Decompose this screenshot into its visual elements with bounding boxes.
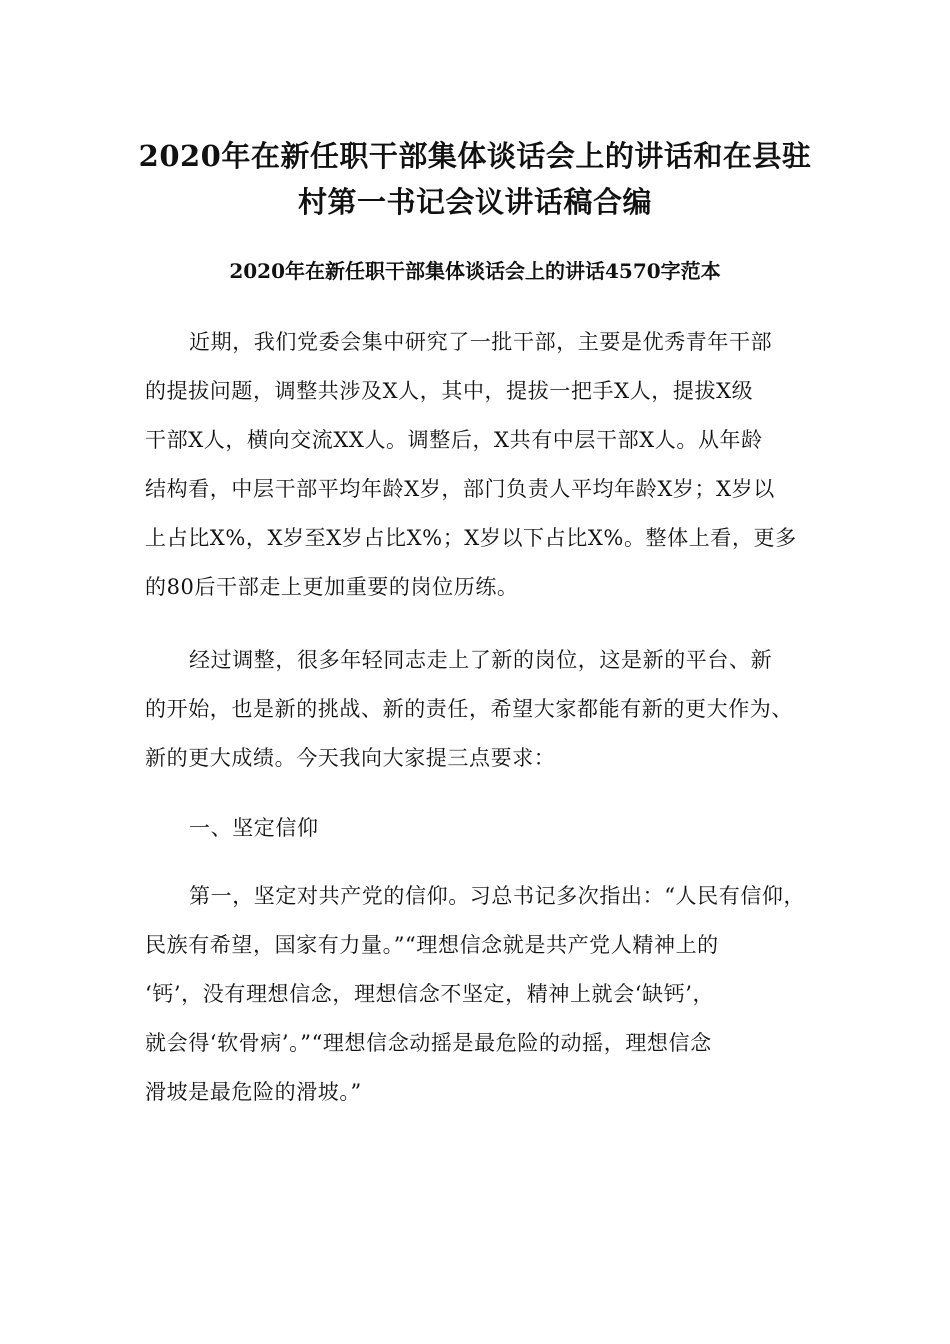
paragraph-line: 近期，我们党委会集中研究了一批干部，主要是优秀青年干部 [189, 330, 773, 354]
document-title-line-2: 村第一书记会议讲话稿合编 [297, 185, 652, 219]
document-subtitle: 2020年在新任职干部集体谈话会上的讲话4570字范本 [229, 259, 721, 283]
section-heading [145, 804, 825, 853]
paragraph-line: 第一，坚定对共产党的信仰。习总书记多次指出：“人民有信仰， [189, 884, 806, 908]
paragraph-line: 的提拔问题，调整共涉及X人，其中，提拔一把手X人，提拔X级 [145, 379, 754, 403]
paragraph-line: 滑坡是最危险的滑坡。” [145, 1080, 362, 1104]
paragraph-line: 干部X人，横向交流XX人。调整后，X共有中层干部X人。从年龄 [145, 428, 763, 452]
document-title-line-1: 2020年在新任职干部集体谈话会上的讲话和在县驻 [138, 139, 812, 173]
paragraph-1 [145, 318, 825, 612]
paragraph-line: 的开始，也是新的挑战、新的责任，希望大家都能有新的更大作为、 [145, 697, 793, 721]
paragraph-line: 新的更大成绩。今天我向大家提三点要求： [145, 746, 556, 770]
paragraph-line: 的80后干部走上更加重要的岗位历练。 [145, 575, 519, 599]
paragraph-2 [145, 636, 825, 783]
paragraph-line: 结构看，中层干部平均年龄X岁，部门负责人平均年龄X岁；X岁以 [145, 477, 775, 501]
paragraph-line: 上占比X%，X岁至X岁占比X%；X岁以下占比X%。整体上看，更多 [145, 526, 797, 550]
section-heading-text: 一、坚定信仰 [189, 816, 319, 840]
paragraph-line: 就会得‘软骨病’。”“理想信念动摇是最危险的动摇，理想信念 [145, 1031, 712, 1055]
paragraph-line: 经过调整，很多年轻同志走上了新的岗位，这是新的平台、新 [189, 648, 773, 672]
paragraph-3 [145, 872, 825, 1117]
paragraph-line: 民族有希望，国家有力量。”“理想信念就是共产党人精神上的 [145, 933, 719, 957]
paragraph-line: ‘钙’，没有理想信念，理想信念不坚定，精神上就会‘缺钙’， [145, 982, 715, 1006]
